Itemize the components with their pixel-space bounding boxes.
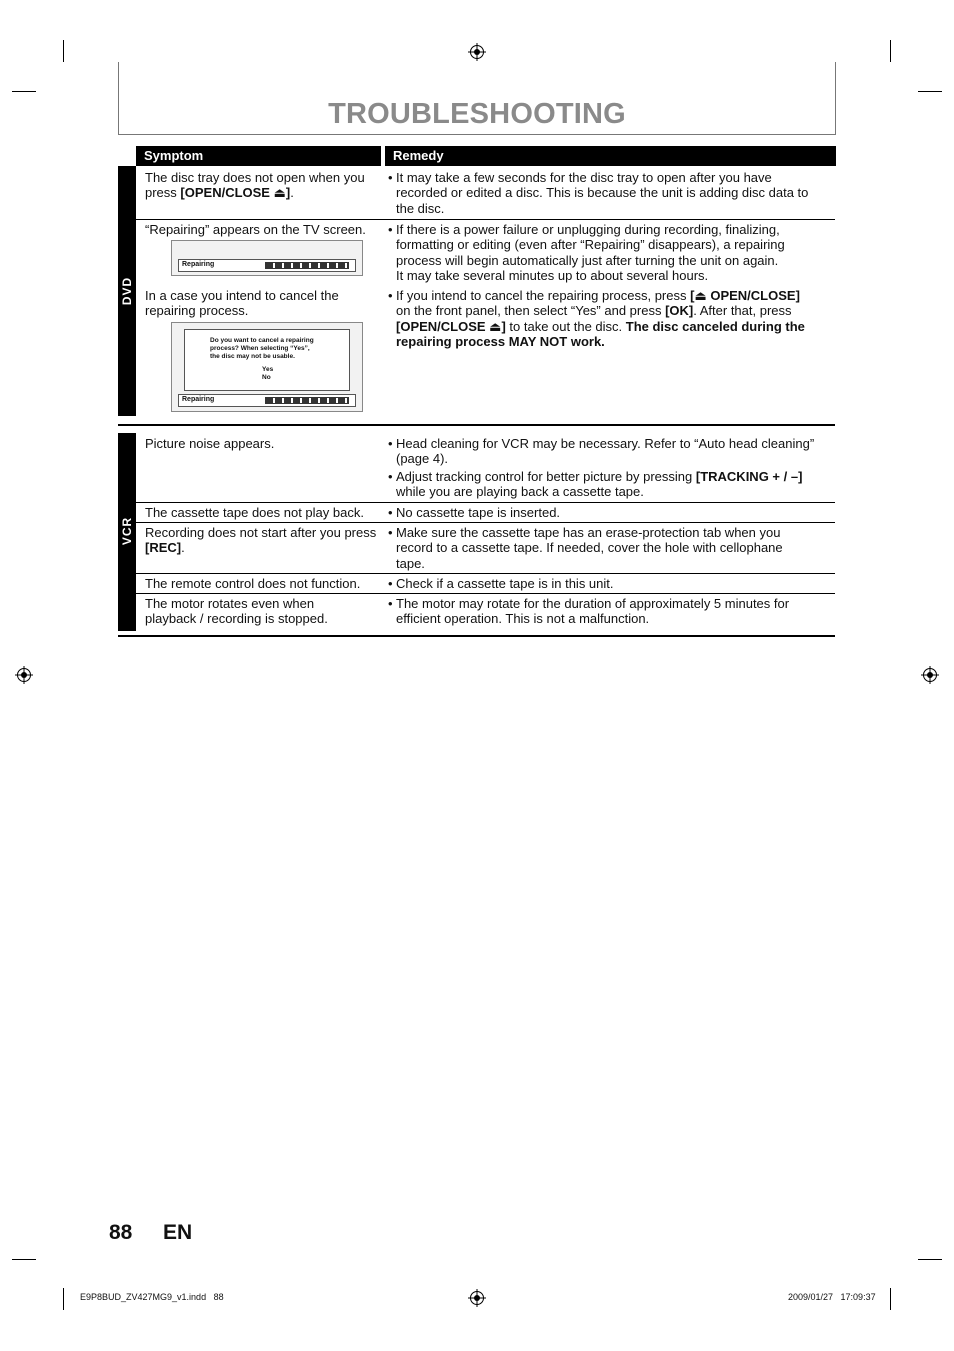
crop-mark [63,1288,64,1310]
dvd-section-label: DVD [120,276,134,306]
row-divider [136,593,835,594]
progress-bar [265,397,349,404]
dvd-row2-remedy: • If there is a power failure or unplugging during recording, finalizing, formatting or editing (even after “Repairing” disappears), a repairing process will begin automatically just after turning the unit on again. It may take several minutes up to about several hours. [388,222,785,283]
dvd-row1-symptom: The disc tray does not open when you press [OPEN/CLOSE ⏏]. [145,170,365,201]
crop-mark [918,91,942,92]
dvd-row3-symptom: In a case you intend to cancel the repairing process. [145,288,339,319]
dvd-row2-symptom: “Repairing” appears on the TV screen. [145,222,366,237]
vcr-row4-symptom: The remote control does not function. [145,576,361,591]
registration-mark-icon [923,668,937,682]
section-divider [118,424,835,426]
dvd-row1-remedy: • It may take a few seconds for the disc tray to open after you have recorded or edited a disc. This is because the unit is adding disc data to the disc. [388,170,809,216]
row-divider [136,522,835,523]
cancel-repair-screen-image [171,322,363,412]
vcr-row2-remedy: • No cassette tape is inserted. [388,505,561,520]
crop-mark [63,40,64,62]
footer-timestamp: 2009/01/27 17:09:37 [788,1292,876,1302]
cancel-dialog: Do you want to cancel a repairing process? When selecting “Yes”, the disc may not be usable. Yes No [184,329,350,391]
repairing-status-bar: Repairing [178,259,356,272]
dialog-yes-option[interactable]: Yes [262,366,274,373]
repairing-status-bar: Repairing [178,394,356,407]
table-bottom-rule [118,635,835,637]
repairing-screen-image [171,240,363,276]
crop-mark [918,1259,942,1260]
crop-mark [12,91,36,92]
vcr-section-label: VCR [120,516,134,546]
dvd-row3-remedy: • If you intend to cancel the repairing process, press [⏏ OPEN/CLOSE] on the front panel, then select “Yes” and press [OK]. After that, press [OPEN/CLOSE ⏏] to take out the disc. The disc canceled during the repairing process MAY NOT work. [388,288,805,349]
dialog-no-option[interactable]: No [262,374,271,381]
footer-file: E9P8BUD_ZV427MG9_v1.indd 88 [80,1292,224,1302]
symptom-header: Symptom [136,146,381,166]
vcr-section-bar [118,433,136,631]
remedy-header: Remedy [385,146,836,166]
vcr-row4-remedy: • Check if a cassette tape is in this unit. [388,576,614,591]
vcr-row1-remedy: • Head cleaning for VCR may be necessary. Refer to “Auto head cleaning” (page 4). • Adjust tracking control for better picture by pressing [TRACKING + / –] while you are playing back a cassette tape. [388,436,815,499]
row-divider [136,573,835,574]
page-number: 88 [109,1221,133,1244]
vcr-row5-symptom: The motor rotates even when playback / recording is stopped. [145,596,328,627]
vcr-row1-symptom: Picture noise appears. [145,436,275,451]
row-divider [136,219,835,220]
crop-mark [890,1288,891,1310]
vcr-row3-remedy: • Make sure the cassette tape has an erase-protection tab when you record to a cassette tape. If needed, cover the hole with cellophane tape. [388,525,783,571]
vcr-row2-symptom: The cassette tape does not play back. [145,505,364,520]
crop-mark [890,40,891,62]
registration-mark-icon [470,1291,484,1305]
dvd-section-bar [118,166,136,416]
crop-mark [12,1259,36,1260]
progress-bar [265,262,349,269]
vcr-row3-symptom: Recording does not start after you press [REC]. [145,525,377,556]
registration-mark-icon [470,45,484,59]
registration-mark-icon [17,668,31,682]
row-divider [136,502,835,503]
vcr-row5-remedy: • The motor may rotate for the duration of approximately 5 minutes for efficient operation. This is not a malfunction. [388,596,790,627]
page-title: TROUBLESHOOTING [328,98,626,130]
language-code: EN [163,1221,193,1244]
